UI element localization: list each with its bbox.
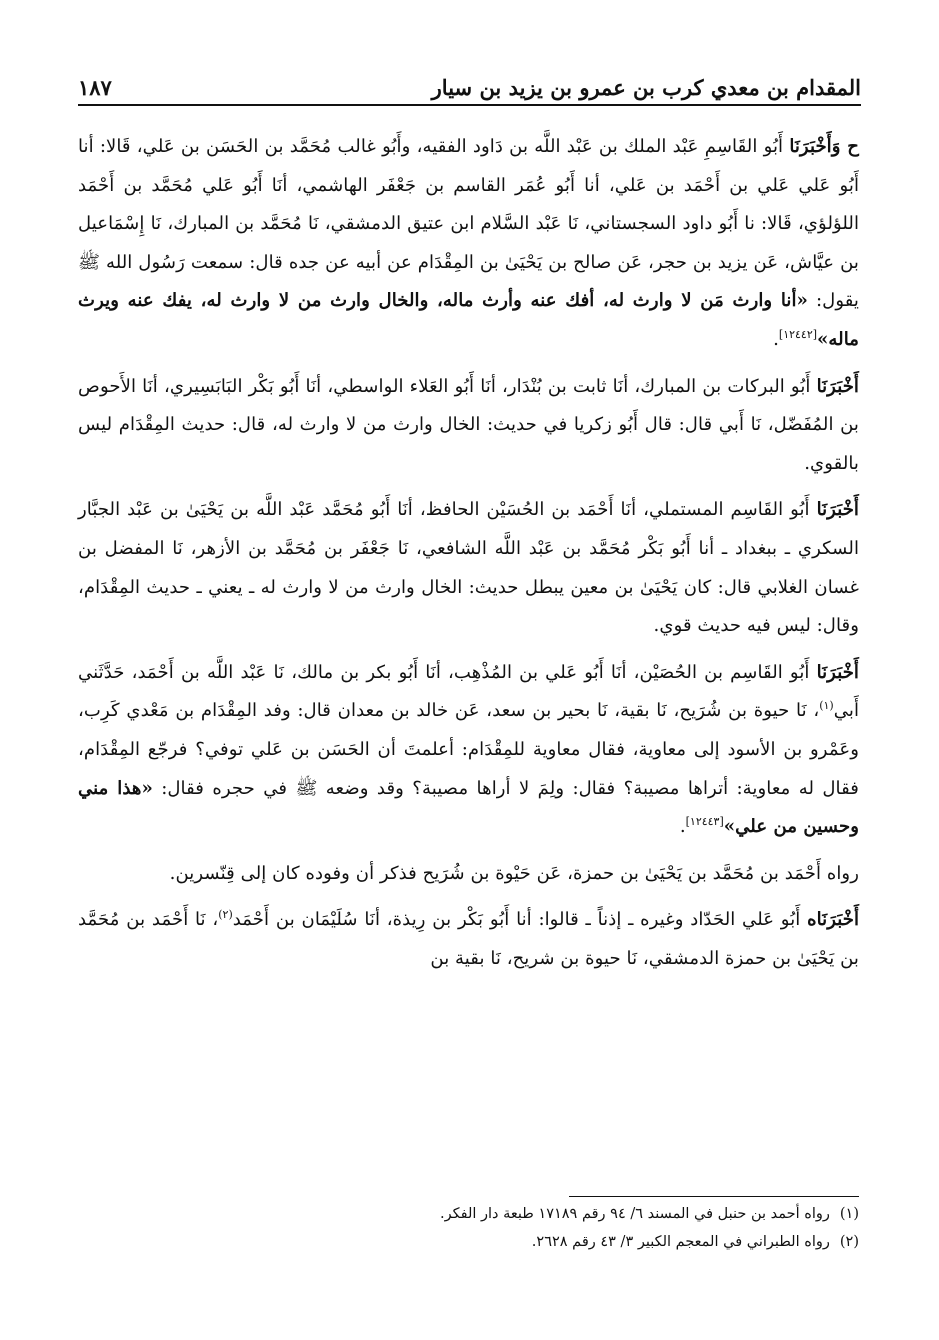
paragraph-text: أَبُو البركات بن المبارك، أنَا ثابت بن بُنْدَار، أنَا أَبُو العَلاء الواسطي، أنَا أَبُو بَكْر البَابَسِيري، أنَا الأَحوص بن المُفَضّل، نَا أَبي قال: قال أَبُو زكريا في حديث: الخال وارث من لا وارث له، قال: حديث المِقْدَام ليس بالقوي. — [78, 375, 859, 474]
footnote-marker[interactable]: (١) — [819, 699, 834, 713]
page-number: ١٨٧ — [78, 75, 112, 100]
footnote-2 — [78, 1228, 859, 1256]
hadith-quote: «أنا وارث مَن لا وارث له، أفك عنه وأرث ماله، والخال وارث من لا وارث له، يفك عنه ويرث ماله» — [78, 290, 859, 350]
paragraph-text: أَبُو عَلي الحَدّاد وغيره ـ إذناً ـ قالوا: أنا أَبُو بَكْر بن رِيذة، أنَا سُلَيْمَان بن أَحْمَد — [232, 909, 808, 931]
chain-lead: أَخْبَرَنَا — [816, 375, 859, 397]
page-header — [78, 58, 861, 100]
hadith-ref: [١٢٤٤٢] — [778, 327, 818, 341]
footnote-number: (١) — [839, 1206, 859, 1222]
footnote-marker[interactable]: (٢) — [218, 908, 233, 922]
footnote-rule — [569, 1196, 859, 1197]
paragraph-text-cont: ، نَا أَحْمَد بن مُحَمَّد بن يَحْيَىٰ بن حمزة الدمشقي، نَا حيوة بن شريح، نَا بقية بن — [78, 909, 859, 969]
footnotes — [78, 1200, 859, 1256]
footnote-text: رواه الطبراني في المعجم الكبير ٣/ ٤٣ رقم ٢٦٢٨. — [531, 1234, 830, 1250]
footnote-text: رواه أحمد بن حنبل في المسند ٦/ ٩٤ رقم ١٧١٨٩ طبعة دار الفكر. — [440, 1206, 830, 1222]
paragraph-text: رواه أَحْمَد بن مُحَمَّد بن يَحْيَىٰ بن حمزة، عَن حَيْوة بن شُرَيح فذكر أن وفوده كان إلى قِنّسرين. — [169, 862, 859, 884]
paragraph-4 — [78, 654, 859, 847]
header-rule — [78, 104, 861, 106]
paragraph-text: أَبُو القَاسِم بن الحُصَيْن، أنَا أَبُو عَلي بن المُذْهِب، أنَا أَبُو بكر بن مالك، نَا عَبْد اللَّه بن أَحْمَد، حَدَّثَني أَبي — [78, 661, 859, 722]
chain-lead: أَخْبَرَنَاه — [807, 909, 860, 931]
running-title: المقدام بن معدي كرب بن عمرو بن يزيد بن سيار — [431, 75, 861, 100]
paragraph-text: أَبُو القَاسِم المستملي، أنَا أَحْمَد بن الحُسَيْن الحافظ، أنَا أَبُو مُحَمَّد عَبْد اللَّه بن يَحْيَىٰ بن عَبْد الجبَّار السكري ـ ببغداد ـ أنا أَبُو بَكْر مُحَمَّد بن عَبْد اللَّه الشافعي، نَا جَعْفَر بن مُحَمَّد بن الأزهر، نَا المفضل بن غسان الغلابي قال: كان يَحْيَىٰ بن معين يبطل حديث: الخال وارث من لا وارث له ـ يعني ـ حديث المِقْدَام، وقال: ليس فيه حديث قوي. — [78, 499, 859, 637]
hadith-quote: «هذا مني وحسين من علي» — [78, 777, 859, 838]
paragraph-text-cont: ، نَا حيوة بن شُرَيح، نَا بقية، نَا بحير بن سعد، عَن خالد بن معدان قال: وفد المِقْدَام بن مَعْدي كَرِب، وعَمْرو بن الأسود إلى معاوية، فقال معاوية للمِقْدَام: أعلمتَ أن الحَسَن بن عَلي توفي؟ فرجّع المِقْدَام، فقال له معاوية: أتراها مصيبة؟ فقال: ولِمَ لا أراها مصيبة؟ وقد وضعه ﷺ في حجره فقال: — [78, 700, 859, 799]
main-text — [78, 128, 859, 986]
paragraph-end: . — [773, 328, 779, 350]
paragraph-2 — [78, 368, 859, 484]
hadith-ref: [١٢٤٤٣] — [685, 815, 724, 829]
chain-lead: ح وَأَخْبَرَنَا — [789, 136, 860, 157]
footnote-1 — [78, 1200, 859, 1228]
chain-lead: أَخْبَرَنَا — [816, 661, 859, 683]
footnote-number: (٢) — [839, 1234, 859, 1250]
paragraph-1 — [78, 128, 859, 360]
paragraph-6 — [78, 901, 859, 978]
paragraph-5 — [78, 855, 859, 894]
paragraph-3 — [78, 491, 859, 645]
paragraph-text: أَبُو القَاسِمِ عَبْد الملك بن عَبْد اللَّه بن دَاود الفقيه، وأَبُو غالب مُحَمَّد بن الحَسَن بن عَلي، قَالا: أنا أَبُو عَلي عَلي بن أَحْمَد بن عَلي، أنا أَبُو عُمَر القاسم بن جَعْفَر الهاشمي، أنَا أَبُو عَلي مُحَمَّد بن أَحْمَد اللؤلؤي، قَالا: نا أَبُو داود السجستاني، نَا عَبْد السَّلام ابن عتيق الدمشقي، نَا مُحَمَّد بن المبارك، نَا إِسْمَاعيل بن عيَّاش، عَن يزيد بن حجر، عَن صالح بن يَحْيَىٰ بن المِقْدَام عن أبيه عن جده قال: سمعت رَسُول الله ﷺ يقول: — [78, 136, 859, 312]
chain-lead: أَخْبَرَنَا — [816, 499, 859, 521]
paragraph-end: . — [679, 816, 686, 838]
